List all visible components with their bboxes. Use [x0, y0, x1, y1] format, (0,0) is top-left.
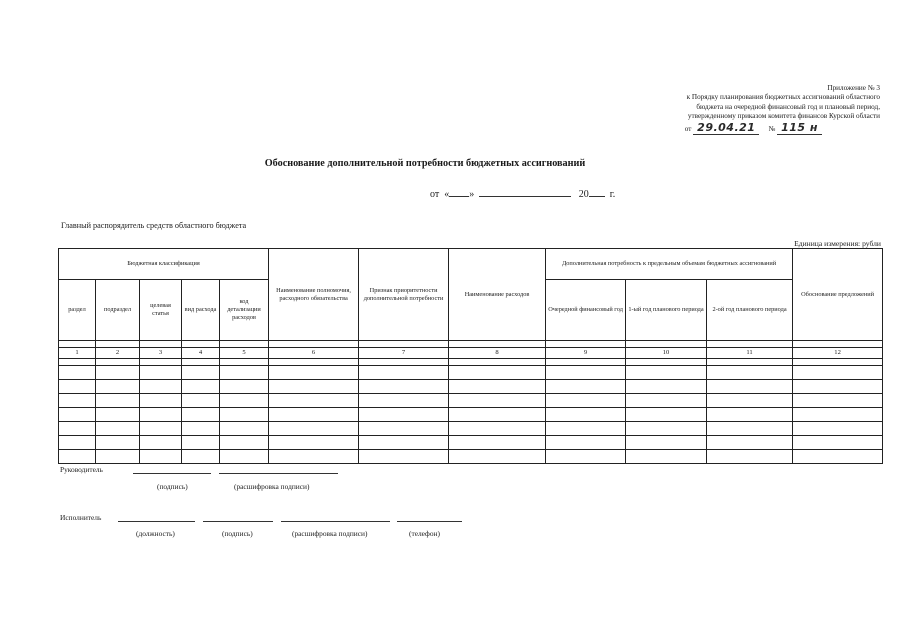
table-cell[interactable] [59, 366, 96, 380]
table-cell[interactable] [449, 422, 546, 436]
date-quote-open: « [444, 189, 450, 200]
table-cell[interactable] [96, 394, 140, 408]
header-section: раздел [59, 280, 96, 341]
executor-decode-caption: (расшифровка подписи) [292, 529, 368, 538]
table-cell[interactable] [182, 394, 220, 408]
table-cell[interactable] [546, 408, 626, 422]
executor-position-caption: (должность) [136, 529, 175, 538]
table-cell[interactable] [59, 380, 96, 394]
column-number: 1 [59, 348, 96, 359]
table-cell[interactable] [626, 450, 707, 464]
header-justification: Обоснование предложений [793, 249, 883, 341]
header-expense-name: Наименование расходов [449, 249, 546, 341]
executor-phone-line[interactable] [397, 521, 462, 522]
head-signature-line[interactable] [133, 473, 211, 474]
executor-phone-caption: (телефон) [409, 529, 440, 538]
table-cell[interactable] [182, 422, 220, 436]
appendix-ref-line-1: к Порядку планирования бюджетных ассигнований областного [686, 93, 880, 102]
appendix-ref-line-3: утвержденному приказом комитета финансов Курской области [687, 112, 880, 121]
table-cell[interactable] [220, 408, 269, 422]
table-cell[interactable] [707, 380, 793, 394]
order-number-prefix: № [768, 124, 776, 133]
table-cell[interactable] [793, 394, 883, 408]
distributor-label: Главный распорядитель средств областного бюджета [61, 221, 247, 230]
table-cell[interactable] [359, 394, 449, 408]
order-number-handwritten: 115 н [777, 121, 822, 135]
table-cell[interactable] [59, 436, 96, 450]
table-row [59, 408, 883, 422]
table-cell[interactable] [707, 408, 793, 422]
table-cell[interactable] [59, 408, 96, 422]
column-number: 12 [793, 348, 883, 359]
needs-table [58, 248, 883, 464]
table-cell[interactable] [449, 366, 546, 380]
table-cell[interactable] [359, 450, 449, 464]
table-cell[interactable] [626, 408, 707, 422]
table-cell[interactable] [59, 394, 96, 408]
date-line [430, 187, 615, 200]
table-cell[interactable] [269, 436, 359, 450]
header-expense-type: вид расхода [182, 280, 220, 341]
header-next-year: Очередной финансовый год [546, 280, 626, 341]
table-cell[interactable] [182, 366, 220, 380]
header-budget-classification: Бюджетная классификация [59, 249, 269, 280]
table-cell[interactable] [140, 408, 182, 422]
table-cell[interactable] [546, 394, 626, 408]
table-row [59, 380, 883, 394]
table-cell[interactable] [96, 422, 140, 436]
column-number: 11 [707, 348, 793, 359]
table-cell[interactable] [707, 394, 793, 408]
table-row [59, 436, 883, 450]
appendix-number: Приложение № 3 [827, 84, 880, 92]
day-blank[interactable] [449, 187, 469, 197]
appendix-block [560, 84, 880, 134]
table-row [59, 366, 883, 380]
header-target-item: целевая статья [140, 280, 182, 341]
table-cell[interactable] [269, 450, 359, 464]
header-authority: Наименование полномочия, расходного обязательства [269, 249, 359, 341]
table-cell[interactable] [96, 380, 140, 394]
table-cell[interactable] [793, 380, 883, 394]
table-cell[interactable] [96, 436, 140, 450]
table-cell[interactable] [707, 450, 793, 464]
table-cell[interactable] [626, 380, 707, 394]
table-cell[interactable] [793, 422, 883, 436]
table-cell[interactable] [140, 366, 182, 380]
column-number: 7 [359, 348, 449, 359]
table-cell[interactable] [546, 380, 626, 394]
order-date-number-line [560, 120, 880, 134]
table-cell[interactable] [182, 408, 220, 422]
table-cell[interactable] [140, 394, 182, 408]
table-cell[interactable] [220, 436, 269, 450]
table-cell[interactable] [96, 408, 140, 422]
table-cell[interactable] [546, 436, 626, 450]
table-cell[interactable] [793, 408, 883, 422]
table-cell[interactable] [359, 380, 449, 394]
table-cell[interactable] [220, 366, 269, 380]
table-cell[interactable] [269, 366, 359, 380]
table-cell[interactable] [59, 450, 96, 464]
document-title: Обоснование дополнительной потребности бюджетных ассигнований [264, 158, 586, 169]
table-cell[interactable] [449, 394, 546, 408]
executor-label: Исполнитель [60, 513, 102, 522]
table-cell[interactable] [793, 366, 883, 380]
table-cell[interactable] [140, 436, 182, 450]
header-priority: Признак приоритетности дополнительной потребности [359, 249, 449, 341]
table-cell[interactable] [220, 394, 269, 408]
year-suffix: г. [609, 189, 616, 200]
year-prefix: 20 [578, 189, 589, 200]
table-cell[interactable] [359, 436, 449, 450]
table-cell[interactable] [269, 380, 359, 394]
table-cell[interactable] [359, 422, 449, 436]
column-number: 2 [96, 348, 140, 359]
table-cell[interactable] [269, 422, 359, 436]
table-cell[interactable] [546, 422, 626, 436]
table-cell[interactable] [182, 380, 220, 394]
table-cell[interactable] [449, 436, 546, 450]
table-cell[interactable] [793, 436, 883, 450]
table-row [59, 422, 883, 436]
head-signature-caption: (подпись) [157, 482, 188, 491]
table-cell[interactable] [626, 394, 707, 408]
appendix-ref-line-2: бюджета на очередной финансовый год и плановый период, [696, 102, 880, 111]
column-number: 3 [140, 348, 182, 359]
column-number: 10 [626, 348, 707, 359]
column-number: 8 [449, 348, 546, 359]
table-cell[interactable] [359, 408, 449, 422]
header-additional-need: Дополнительная потребность к предельным объемам бюджетных ассигнований [546, 249, 793, 280]
table-cell[interactable] [96, 450, 140, 464]
date-quote-close: » [469, 189, 475, 200]
table-cell[interactable] [220, 380, 269, 394]
table-cell[interactable] [140, 422, 182, 436]
executor-signature-line[interactable] [203, 521, 273, 522]
year-blank[interactable] [589, 187, 605, 197]
date-from: от [430, 189, 440, 200]
table-cell[interactable] [182, 450, 220, 464]
head-decode-caption: (расшифровка подписи) [234, 482, 310, 491]
table-cell[interactable] [546, 366, 626, 380]
table-cell[interactable] [626, 422, 707, 436]
column-number: 5 [220, 348, 269, 359]
units-label: Единица измерения: рубли [794, 239, 881, 248]
executor-position-line[interactable] [118, 521, 195, 522]
table-row [59, 450, 883, 464]
header-plan-year-2: 2-ой год планового периода [707, 280, 793, 341]
table-cell[interactable] [626, 436, 707, 450]
table-cell[interactable] [359, 366, 449, 380]
table-cell[interactable] [96, 366, 140, 380]
month-blank[interactable] [479, 187, 571, 197]
table-cell[interactable] [220, 422, 269, 436]
column-number: 4 [182, 348, 220, 359]
table-row [59, 394, 883, 408]
table-cell[interactable] [449, 380, 546, 394]
table-cell[interactable] [182, 436, 220, 450]
column-number: 6 [269, 348, 359, 359]
header-detail-code: код детализации расходов [220, 280, 269, 341]
executor-signature-caption: (подпись) [222, 529, 253, 538]
table-cell[interactable] [793, 450, 883, 464]
table-cell[interactable] [707, 366, 793, 380]
table-cell[interactable] [269, 394, 359, 408]
head-decode-line[interactable] [219, 473, 338, 474]
table-cell[interactable] [449, 408, 546, 422]
table-cell[interactable] [59, 422, 96, 436]
table-cell[interactable] [140, 450, 182, 464]
table-cell[interactable] [707, 436, 793, 450]
column-number-row [59, 348, 883, 359]
table-cell[interactable] [269, 408, 359, 422]
column-number: 9 [546, 348, 626, 359]
table-cell[interactable] [546, 450, 626, 464]
table-cell[interactable] [707, 422, 793, 436]
header-plan-year-1: 1-ый год планового периода [626, 280, 707, 341]
order-date-handwritten: 29.04.21 [693, 121, 759, 135]
head-label: Руководитель [60, 465, 103, 474]
table-cell[interactable] [626, 366, 707, 380]
executor-decode-line[interactable] [281, 521, 390, 522]
table-cell[interactable] [220, 450, 269, 464]
order-from-prefix: от [684, 124, 692, 133]
table-cell[interactable] [449, 450, 546, 464]
table-cell[interactable] [140, 380, 182, 394]
header-subsection: подраздел [96, 280, 140, 341]
